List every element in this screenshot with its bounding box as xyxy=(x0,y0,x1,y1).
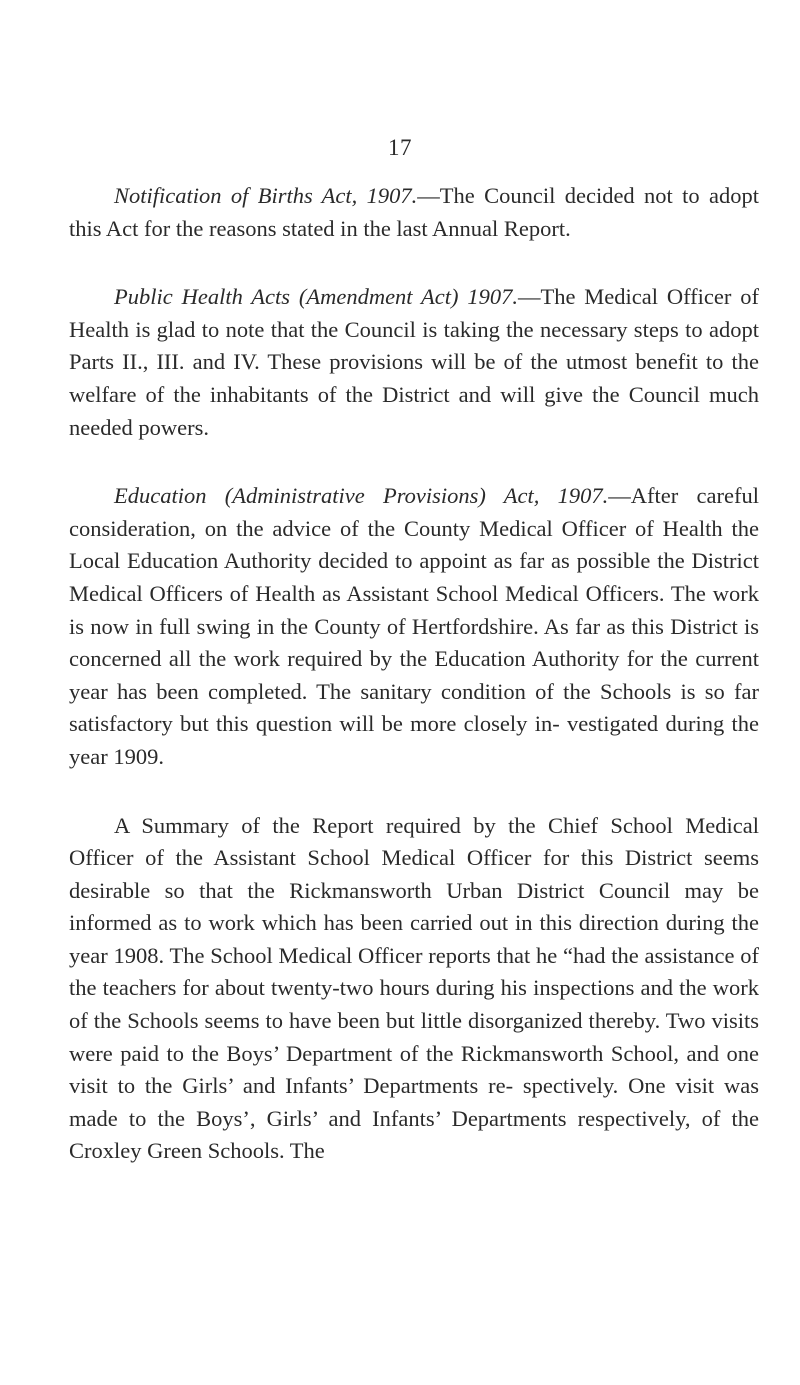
act-title: Education (Administrative Provisions) Act, 1907. xyxy=(114,483,609,509)
paragraph-public-health-acts xyxy=(69,281,759,444)
paragraph-text: —The Medical Officer of Health is glad to note that the Council is taking the necessary steps to adopt Parts II., III. and IV. These provisions will be of the utmost benefit to the welfare of the inhabitants of the District and will give the Council much needed powers. xyxy=(69,284,759,440)
paragraph-text: —After careful consideration, on the advice of the County Medical Officer of Health the Local Education Authority decided to appoint as far as possible the District Medical Officers of Health as Assistant School Medical Officers. The work is now in full swing in the County of Hertfordshire. As far as this District is concerned all the work required by the Education Authority for the current year has been completed. The sanitary condition of the Schools is so far satisfactory but this question will be more closely in- vestigated during the year 1909. xyxy=(69,483,759,769)
paragraph-education-act xyxy=(69,480,759,773)
document-body xyxy=(69,180,759,1168)
page-number: 17 xyxy=(388,135,412,160)
paragraph-text: —The Council decided not to adopt this Act for the reasons stated in the last Annual Report. xyxy=(69,183,759,241)
act-title: Notification of Births Act, 1907. xyxy=(114,183,418,208)
paragraph-text: A Summary of the Report required by the Chief School Medical Officer of the Assistant School Medical Officer for this District seems desirable so that the Rickmansworth Urban District Council may be informed as to work which has been carried out in this direction during the year 1908. The School Medical Officer reports that he “had the assistance of the teachers for about twenty-two hours during his inspections and the work of the Schools seems to have been but little disorganized thereby. Two visits were paid to the Boys’ Department of the Rickmansworth School, and one visit to the Girls’ and Infants’ Departments re- spectively. One visit was made to the Boys’, Girls’ and Infants’ Departments respectively, of the Croxley Green Schools. The xyxy=(69,812,759,1164)
act-title: Public Health Acts (Amendment Act) 1907. xyxy=(114,284,518,310)
paragraph-notification-of-births xyxy=(69,180,759,245)
paragraph-summary-report xyxy=(69,810,759,1169)
